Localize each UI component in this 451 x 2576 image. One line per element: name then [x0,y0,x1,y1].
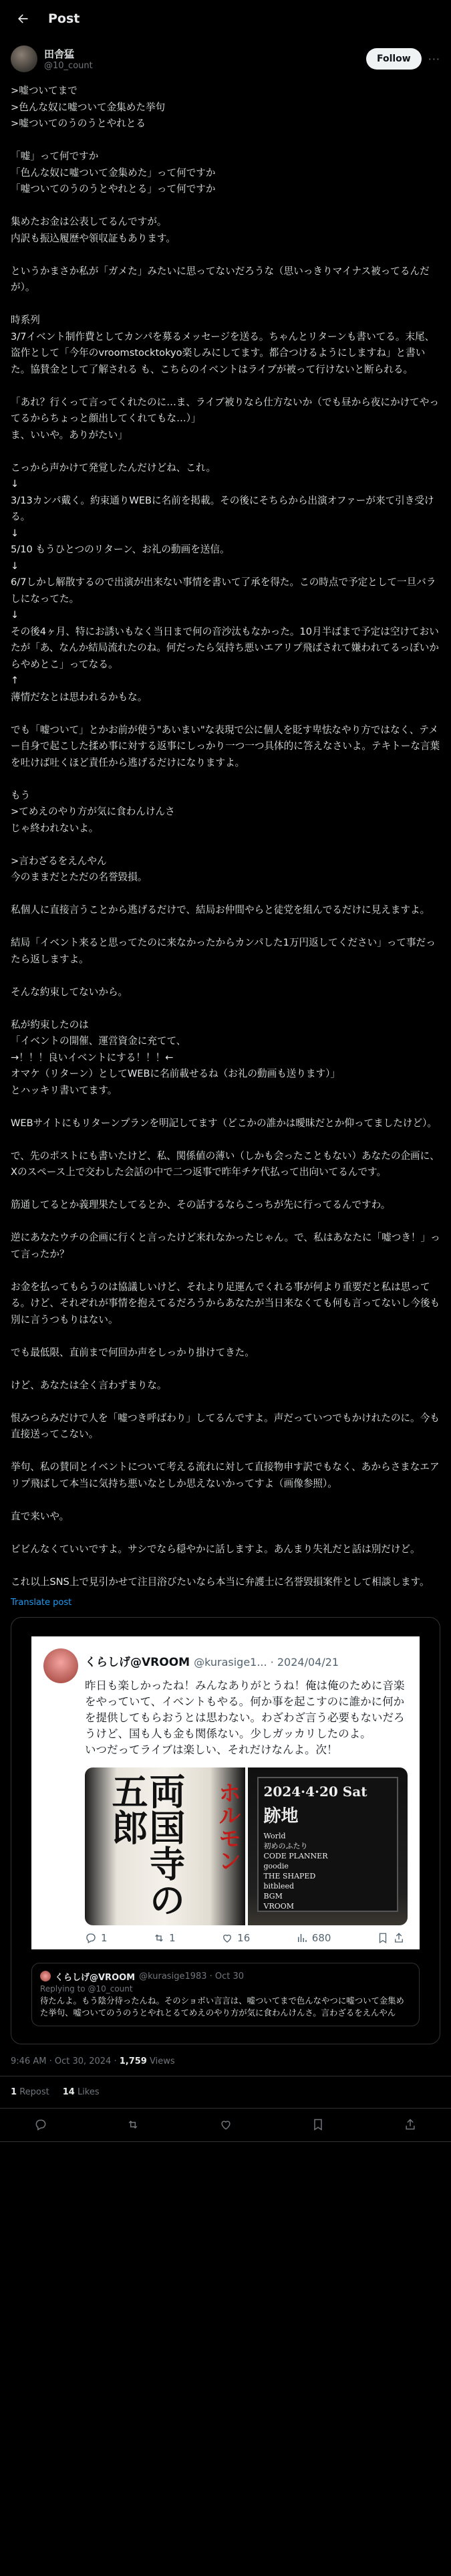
post-paragraph: 「嘘」って何ですか 「色んな奴に嘘ついて金集めた」って何ですか 「嘘ついてのうのうとやれとる」って何ですか [11,150,216,195]
heart-icon [219,2118,233,2131]
embedded-post-text: 昨日も楽しかったね！みんなありがとうね！俺は俺のために音楽をやっていて、イベントもやる。何か事を起こすのに誰かに何かを提供してもらおうとは思わない。わざわざ言う必要もないだろうけど、国も人も金も関係ない。少しガッカリしたのよ。 いつだってライブは楽しい、それだけなんよ。次！ [85,1679,405,1756]
translate-post-link[interactable]: Translate post [11,1597,72,1608]
author-handle[interactable]: @10_count [44,61,93,71]
reply-icon [34,2118,47,2131]
heart-icon [221,1932,233,1944]
more-options-icon[interactable]: ··· [428,52,440,66]
lantern-photo [85,1767,245,1925]
post-paragraph: 集めたお金は公表してるんですが。 内訳も振込履歴や領収証もあります。 [11,216,176,244]
repost-button[interactable] [126,2117,140,2132]
embedded-photos [85,1767,408,1925]
post-paragraph: けど、あなたは全く言わずまりな。 [11,1379,167,1391]
views-icon [296,1932,308,1944]
back-arrow-icon[interactable] [11,7,35,31]
post-paragraph: お金を払ってもらうのは協議しいけど、それより足運んでくれる事が何より重要だと私は思ってる。けど、それぞれが事情を抱えてるだろうからあなたが当日来なくても何も言ってないし今後も別に言うつもりはない。 [11,1281,440,1325]
repost-icon [126,2118,140,2131]
post-paragraph: こっから声かけて発覚したんだけどね、これ。 ↓ 3/13カンパ戴く。約束通りWEBに名前を掲載。その後にそちらから出演オファーが来て引き受ける。 ↓ 5/10 もうひとつのリターン、お礼の動画を送信。 ↓ 6/7しかし解散するので出演が出来ない事情を書いて了承を得た。この時点で予定として一旦バラしになってた。 ↓ その後4ヶ月、特にお誘いもなく当日まで何の音沙汰もなかった。10月半ばまで予定は空けておいたが「あ、なんか結局流れたのね。何だったら気持ち悪いエアリプ飛ばされて嫌われてるっぽいからやめとこ」ってなる。 ↑ 薄情だなとは思われるかもな。 [11,461,439,703]
post-paragraph: 筋通してるとか義理果たしてるとか、その話するならこっちが先に行ってるんですわ。 [11,1199,391,1210]
reply-icon [85,1932,97,1944]
post-paragraph: で、先のポストにも書いたけど、私、関係値の薄い（しかも会ったこともない）あなたの企画に、Xのスペース上で交わした会話の中で二つ返事で昨年チケ代払って出向いてるんです。 [11,1150,440,1178]
post-paragraph: 私個人に直接言うことから逃げるだけで、結局お仲間やらと徒党を組んでるだけに見えますよ。 [11,904,430,916]
lantern-calligraphy: 両国寺の五郎 [106,1772,186,1917]
embedded-reply [85,1932,108,1944]
reply-button[interactable] [33,2117,48,2132]
lantern-calligraphy-red: ホルモン [214,1780,241,1872]
screenshot-reply [31,1963,420,2026]
post-paragraph: 時系列 3/7イベント制作費としてカンパを募るメッセージを送る。ちゃんとリターンも書いてる。末尾、盗作として「今年のvroomstocktokyo楽しみにしてます。都合つけるようにしますね」と書いた。協賛金として了解される も、こちらのイベントはライブが被って行けないと断られる。 [11,314,435,375]
chalkboard-title: 跡地 [263,1806,299,1826]
post-paragraph: 私が約束したのは 「イベントの開催、運営資金に充てて、 →！！！良いイベントにする！！！← オマケ（リターン）としてWEBに名前載せるね（お礼の動画も送ります）」 とハッキリ書いてます。 [11,1018,341,1096]
embedded-reply-count: 1 [101,1931,108,1944]
post-paragraph: 恨みつらみだけで人を「嘘つき呼ばわり」してるんですよ。声だっていつでもかけれたのに。今も直接送ってこない。 [11,1412,440,1440]
reply-header [40,1970,411,1983]
like-button[interactable] [218,2117,233,2132]
chalkboard-photo [248,1767,408,1925]
top-bar [0,0,451,37]
reply-avatar [40,1971,51,1981]
post-paragraph: 直で来いや。 [11,1510,69,1522]
post-paragraph: でも最低限、直前まで何回か声をしっかり掛けてきた。 [11,1346,255,1358]
follow-button[interactable]: Follow [366,48,422,70]
reply-text: 待たんよ。もう陰分待ったんね。そのショボい言言は、嘘ついてまで色んなやつに嘘ついて金集めた挙句、嘘ついてのうのうとやれとるてめえのやり方が気に食わんけんさ。言わざるをえんやん [40,1995,404,2018]
post-paragraph: >言わざるをえんやん 今のままだとただの名誉毀損。 [11,855,148,883]
post-paragraph: 挙句、私の賛同とイベントについて考える流れに対して直接物申す訳でもなく、あからさまなエアリプ飛ばして本当に気持ち悪いなとしか思えないかってすよ（画像参照）。 [11,1461,440,1489]
embedded-repost-count: 1 [169,1931,176,1944]
embedded-like [221,1932,250,1944]
bookmark-icon [377,1932,389,1944]
likes-count: 14 [62,2086,75,2097]
chalkboard [257,1777,399,1912]
author-names [44,47,366,71]
post-paragraph: これ以上SNS上で見引かせて注目浴びたいなら本当に弁護士に名誉毀損案件として相談します。 [11,1576,430,1588]
likes-label: Likes [77,2086,100,2097]
embedded-avatar [43,1648,78,1683]
repost-stat[interactable] [11,2087,49,2097]
post-paragraph: というかまさか私が「ガメた」みたいに思ってないだろうな（思いっきりマイナス被ってるんだが）。 [11,265,430,293]
views-count: 1,759 [119,2056,147,2066]
post-paragraph: もう >てめえのやり方が気に食わんけんさ じゃ終われないよ。 [11,789,175,834]
embedded-display-name: くらしげ@VROOM [85,1656,190,1669]
post-paragraph: 結局「イベント来ると思ってたのに来なかったからカンパした1万円返してください」って事だったら返しますよ。 [11,937,436,965]
share-icon [393,1932,405,1944]
page-title: Post [48,11,80,26]
post-paragraph: 逆にあなたウチの企画に行くと言ったけど来れなかったじゃん。で、私はあなたに「嘘つき！」って言ったか？ [11,1232,440,1260]
embedded-share [377,1932,405,1944]
bookmark-icon [311,2118,325,2131]
embedded-like-count: 16 [237,1931,251,1944]
post-actions [0,2109,451,2142]
reply-handle: @kurasige1983 · Oct 30 [139,1971,245,1981]
reply-display-name: くらしげ@VROOM [55,1972,136,1983]
replying-to: Replying to @10_count [40,1983,133,1994]
repost-icon [153,1932,165,1944]
bookmark-button[interactable] [311,2117,325,2132]
embedded-views [296,1932,331,1944]
post-paragraph: WEBサイトにもリターンプランを明記してます（どこかの誰かは曖昧だとか仰ってましたけど）。 [11,1117,437,1129]
embedded-handle: @kurasige1... · 2024/04/21 [194,1656,339,1669]
author-display-name[interactable]: 田舎猛 [44,48,75,60]
post-meta [0,2044,451,2076]
post-paragraph: そんな約束してないから。 [11,986,128,998]
embedded-view-count: 680 [311,1931,331,1944]
attached-screenshot[interactable] [11,1617,440,2044]
chalkboard-lineup: World 初めのふたり CODE PLANNER goodie THE SHAPED bitbleed BGM VROOM [263,1831,328,1911]
post-stats [0,2076,451,2109]
chalkboard-date: 2024·4·20 Sat [263,1783,367,1800]
views-label: Views [146,2056,175,2066]
screenshot-embedded-post [31,1636,420,1949]
post-timestamp[interactable]: 9:46 AM · Oct 30, 2024 · [11,2056,120,2066]
repost-label: Repost [19,2086,49,2097]
post-paragraph: ビビんなくていいですよ。サシでなら穏やかに話しますよ。あんまり失礼だと話は別だけど。 [11,1543,420,1555]
likes-stat[interactable] [63,2087,100,2097]
post-author [0,37,451,75]
share-icon [404,2118,417,2131]
post-paragraph: でも「嘘ついて」とかお前が使う"あいまい"な表現で公に個人を貶す卑怯なやり方ではなく、テメー自身で起こした揉め事に対する返事にしっかり一つ一つ具体的に答えなさいよ。テキトーな言葉を吐けば吐くほど責任から逃げるだけになりますよ。 [11,724,440,768]
share-button[interactable] [403,2117,418,2132]
repost-count: 1 [11,2086,17,2097]
avatar[interactable] [11,45,37,72]
post-paragraph: 「あれ？行くって言ってくれたのに…ま、ライブ被りなら仕方ないか（でも昼から夜にかけてやってるからちょっと顔出してくれてもな…）」 ま、いいや。ありがたい」 [11,396,439,441]
post-body [0,75,451,1590]
embedded-names [85,1652,339,1669]
embedded-repost [153,1932,176,1944]
embedded-actions [85,1932,408,1944]
post-paragraph: >嘘ついてまで >色んな奴に嘘ついて金集めた挙句 >嘘ついてのうのうとやれとる [11,85,166,129]
